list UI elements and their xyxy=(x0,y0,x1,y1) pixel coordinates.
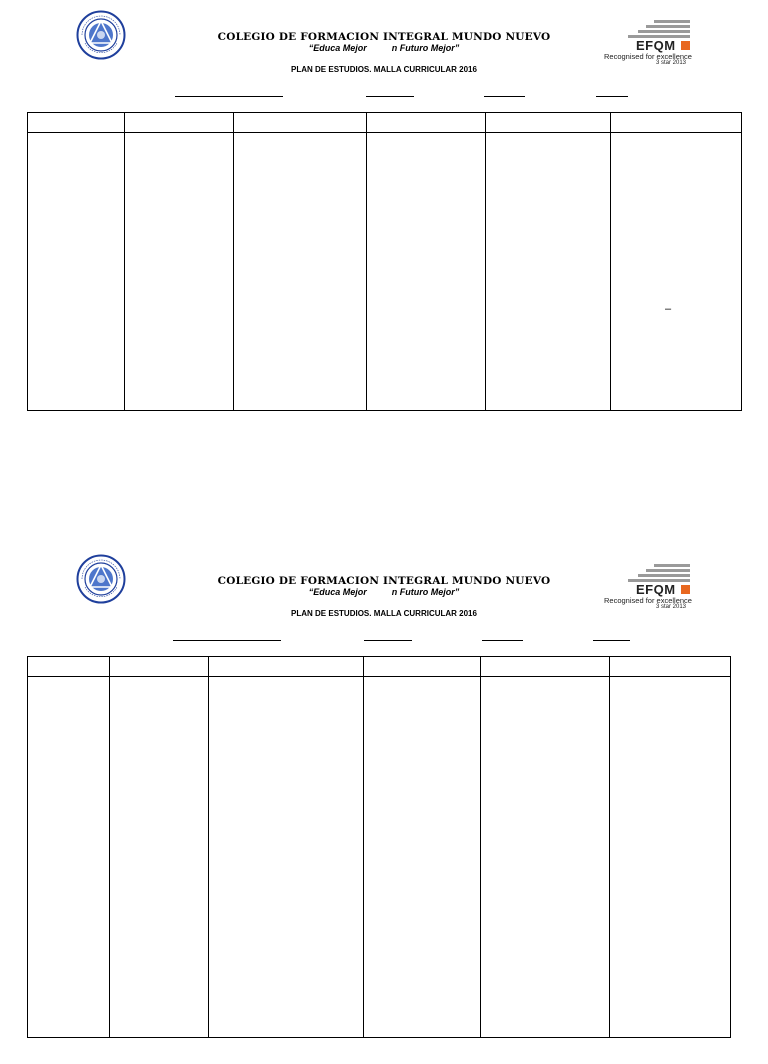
efqm-wordmark: EFQM xyxy=(636,38,676,53)
efqm-tagline: Recognised for excellence xyxy=(604,596,692,605)
school-name: COLEGIO DE FORMACION INTEGRAL MUNDO NUEVO xyxy=(217,575,551,587)
blank-field-line xyxy=(482,640,523,641)
page-section-2 xyxy=(0,544,768,1064)
blank-field-line xyxy=(484,96,525,97)
efqm-orange-square xyxy=(681,585,690,594)
table-column-divider xyxy=(109,657,110,1037)
curriculum-table xyxy=(27,112,742,411)
blank-field-line xyxy=(596,96,628,97)
curriculum-table xyxy=(27,656,731,1038)
table-cell-mark: – xyxy=(665,303,672,315)
blank-field-line xyxy=(364,640,412,641)
school-motto: “Educa Mejor n Futuro Mejor” xyxy=(308,43,460,53)
table-column-divider xyxy=(480,657,481,1037)
efqm-orange-square xyxy=(681,41,690,50)
table-column-divider xyxy=(610,113,611,410)
efqm-star-rating: 3 star 2013 xyxy=(656,60,687,66)
page-section-1 xyxy=(0,0,768,520)
plan-heading: PLAN DE ESTUDIOS. MALLA CURRICULAR 2016 xyxy=(291,65,477,74)
table-header-row-border xyxy=(28,132,741,133)
blank-field-line xyxy=(175,96,283,97)
school-name: COLEGIO DE FORMACION INTEGRAL MUNDO NUEVO xyxy=(217,31,551,43)
efqm-star-rating: 3 star 2013 xyxy=(656,604,687,610)
school-motto: “Educa Mejor n Futuro Mejor” xyxy=(308,587,460,597)
efqm-logo-icon xyxy=(602,564,694,610)
table-header-row-border xyxy=(28,676,730,677)
table-column-divider xyxy=(609,657,610,1037)
efqm-logo-icon xyxy=(602,20,694,66)
efqm-tagline: Recognised for excellence xyxy=(604,52,692,61)
blank-field-line xyxy=(366,96,414,97)
blank-field-line xyxy=(593,640,630,641)
blank-field-line xyxy=(173,640,281,641)
table-column-divider xyxy=(208,657,209,1037)
school-seal-logo-icon xyxy=(76,10,126,60)
table-column-divider xyxy=(366,113,367,410)
table-column-divider xyxy=(233,113,234,410)
table-column-divider xyxy=(124,113,125,410)
plan-heading: PLAN DE ESTUDIOS. MALLA CURRICULAR 2016 xyxy=(291,609,477,618)
efqm-wordmark: EFQM xyxy=(636,582,676,597)
table-column-divider xyxy=(363,657,364,1037)
school-seal-logo-icon xyxy=(76,554,126,604)
table-column-divider xyxy=(485,113,486,410)
